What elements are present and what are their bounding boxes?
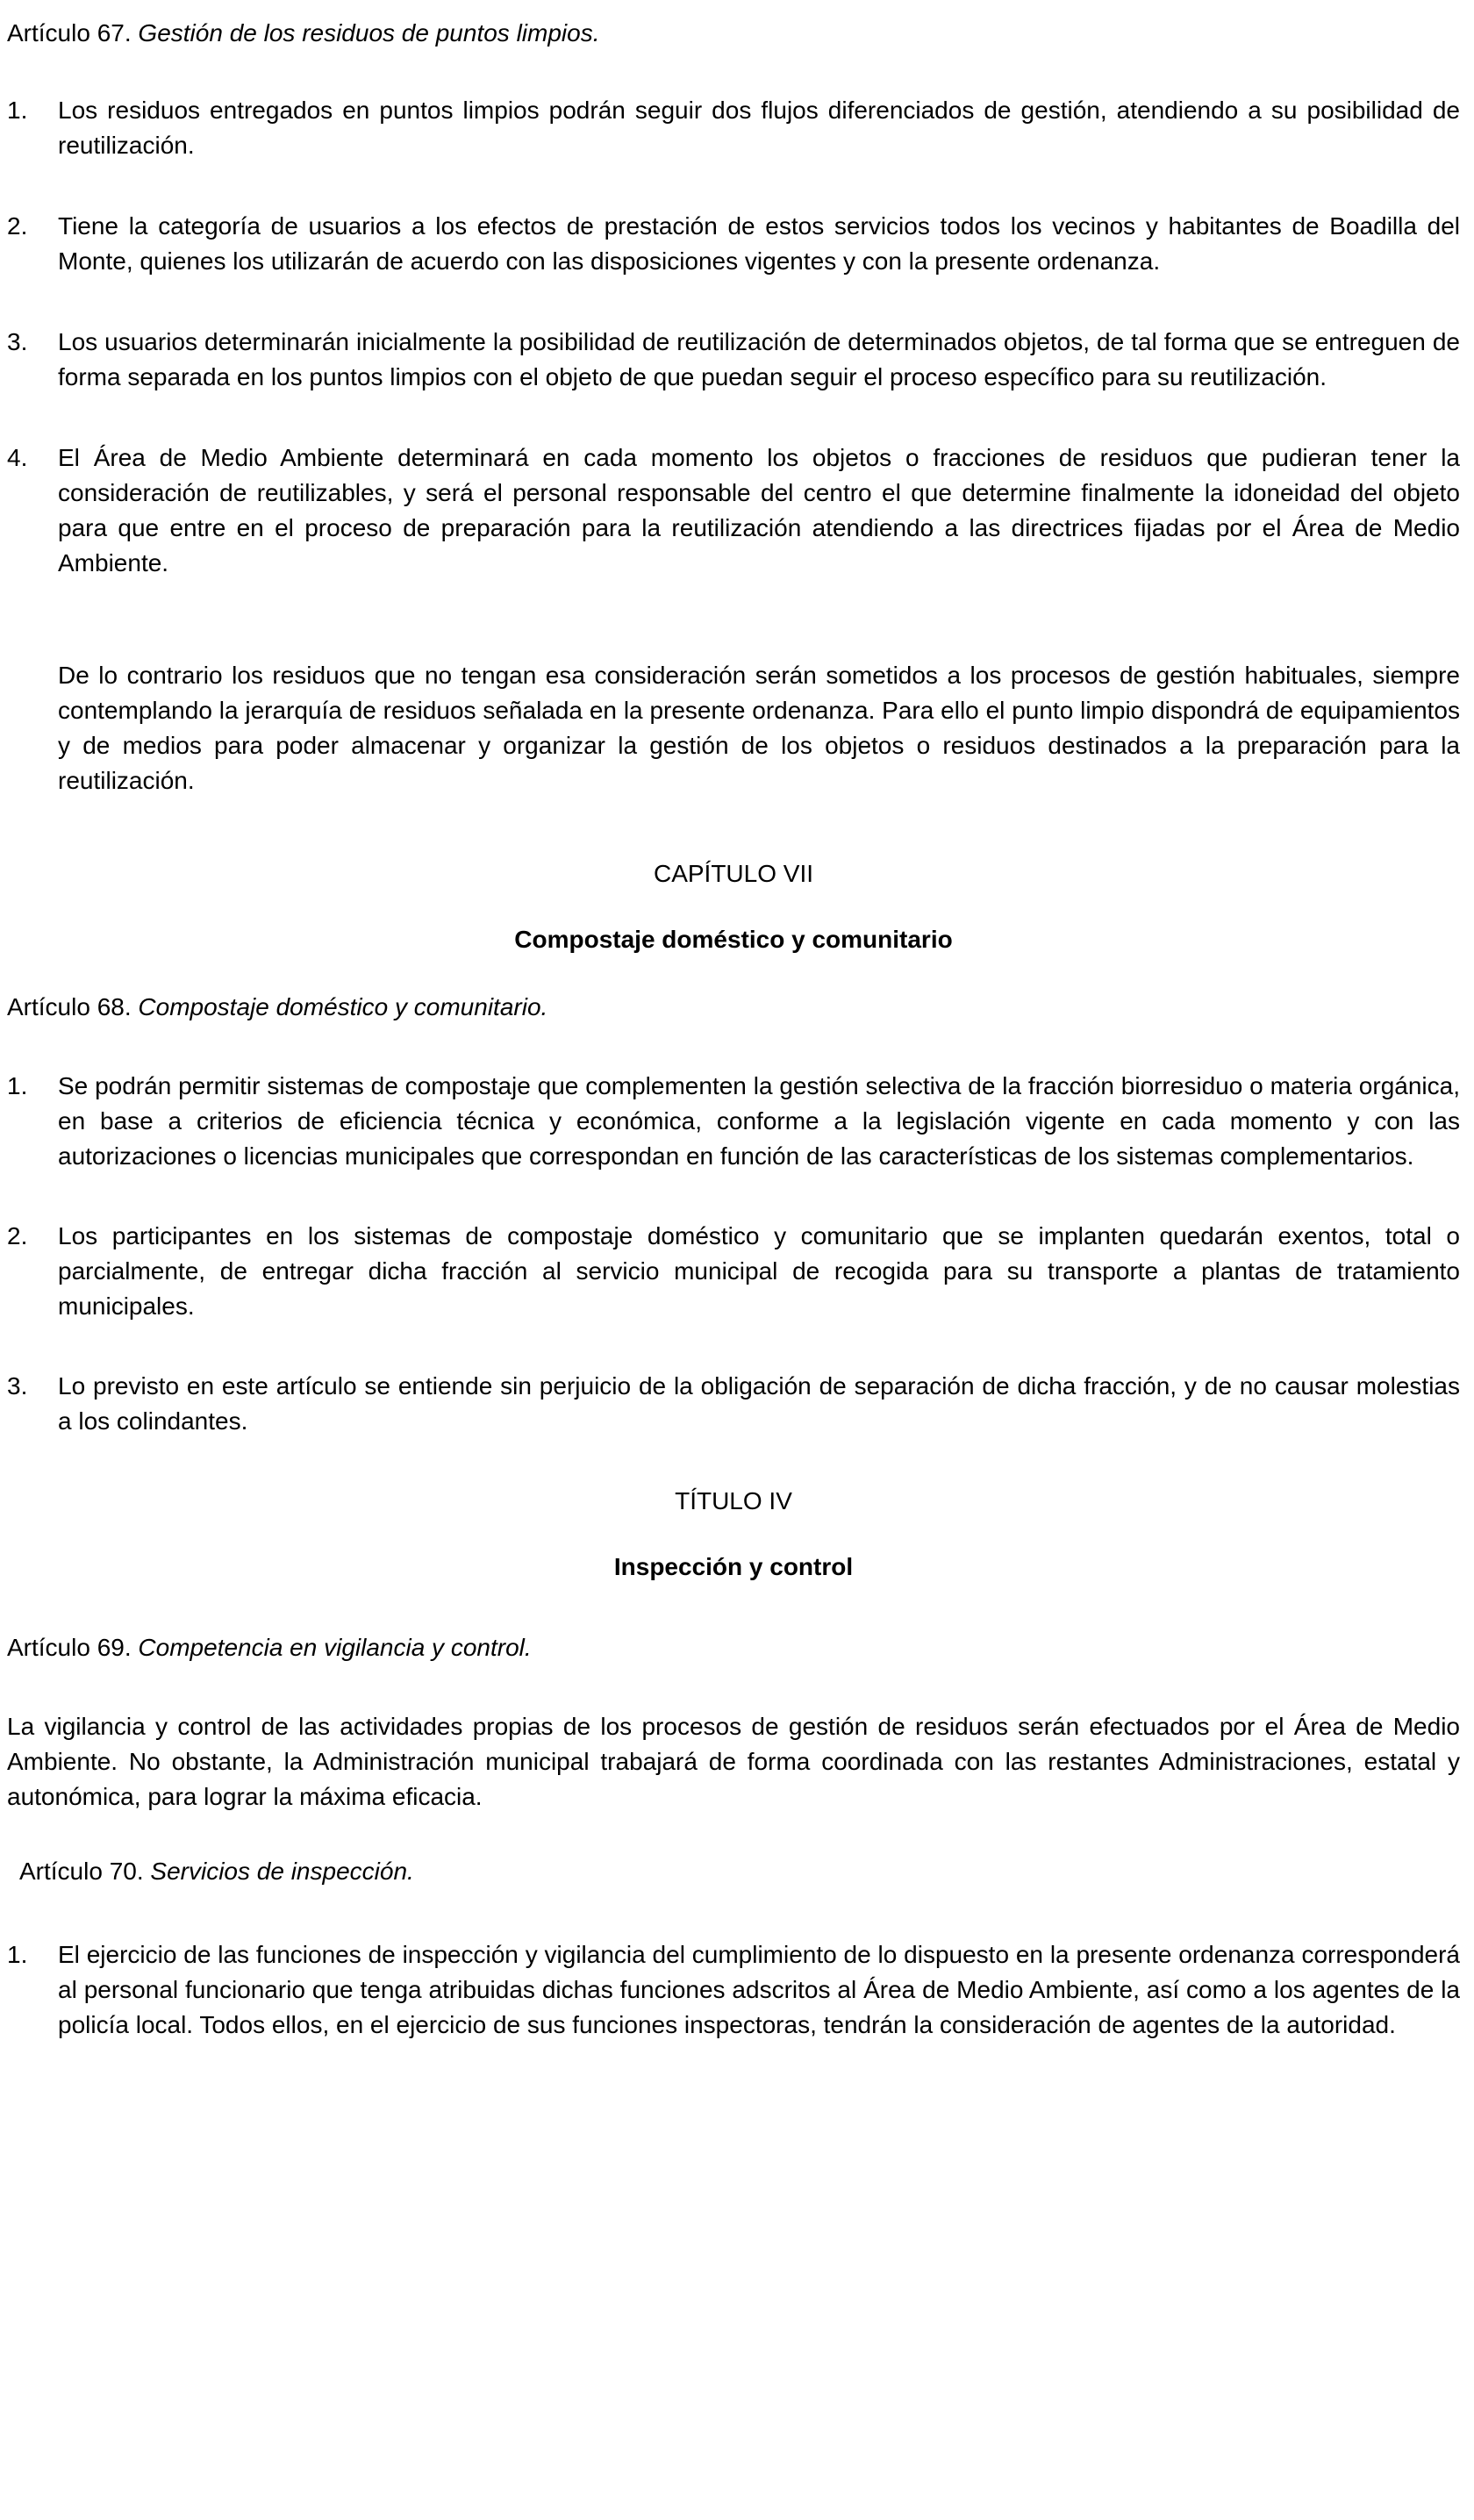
article-69-number: Artículo 69. <box>7 1634 132 1661</box>
item-text: Tiene la categoría de usuarios a los efectos de prestación de estos servicios todos los vecinos y habitantes de Boadilla del Monte, quienes los utilizarán de acuerdo con las disposiciones vigentes y con la presente ordenanza. <box>58 212 1460 275</box>
item-number: 1. <box>7 1941 28 1968</box>
article-68-number: Artículo 68. <box>7 993 132 1020</box>
article-70-title: Servicios de inspección. <box>150 1858 414 1885</box>
continuation-paragraph: De lo contrario los residuos que no tengan esa consideración serán sometidos a los procesos de gestión habituales, siempre contemplando la jerarquía de residuos señalada en la presente ordenanza. Para ello el punto limpio dispondrá de equipamientos y de medios para poder almacenar y organizar la gestión de los objetos o residuos destinados a la preparación para la reutilización. <box>58 662 1460 794</box>
item-text: El ejercicio de las funciones de inspección y vigilancia del cumplimiento de lo dispuesto en la presente ordenanza corresponderá al personal funcionario que tenga atribuidas dichas funciones adscritos al Área de Medio Ambiente, así como a los agentes de la policía local. Todos ellos, en el ejercicio de sus funciones inspectoras, tendrán la consideración de agentes de la autoridad. <box>58 1941 1460 2038</box>
item-text: Los participantes en los sistemas de compostaje doméstico y comunitario que se implanten quedarán exentos, total o parcialmente, de entregar dicha fracción al servicio municipal de recogida para su transporte a plantas de tratamiento municipales. <box>58 1222 1460 1320</box>
list-item <box>7 325 1460 395</box>
list-item <box>7 93 1460 163</box>
list-item <box>7 1069 1460 1174</box>
chapter-heading: CAPÍTULO VII <box>653 860 814 887</box>
item-number: 2. <box>7 212 28 240</box>
list-item <box>7 440 1460 581</box>
item-text: Lo previsto en este artículo se entiende sin perjuicio de la obligación de separación de dicha fracción, y de no causar molestias a los colindantes. <box>58 1372 1460 1435</box>
article-69-heading <box>7 1630 1460 1665</box>
article-67-number: Artículo 67. <box>7 19 132 47</box>
item-number: 2. <box>7 1222 28 1249</box>
list-item <box>7 1219 1460 1324</box>
article-69-title: Competencia en vigilancia y control. <box>138 1634 532 1661</box>
item-number: 3. <box>7 328 28 355</box>
item-text: El Área de Medio Ambiente determinará en cada momento los objetos o fracciones de residuos que pudieran tener la consideración de reutilizables, y será el personal responsable del centro el que determine finalmente la idoneidad del objeto para que entre en el proceso de preparación para la reutilización atendiendo a las directrices fijadas por el Área de Medio Ambiente. <box>58 444 1460 576</box>
item-text: Se podrán permitir sistemas de compostaje que complementen la gestión selectiva de la fracción biorresiduo o materia orgánica, en base a criterios de eficiencia técnica y económica, conforme a la legislación vigente en cada momento y con las autorizaciones o licencias municipales que correspondan en función de las características de los sistemas complementarios. <box>58 1072 1460 1170</box>
article-70-number: Artículo 70. <box>19 1858 144 1885</box>
item-number: 4. <box>7 444 28 471</box>
chapter-subtitle: Compostaje doméstico y comunitario <box>514 926 953 953</box>
article-68-title: Compostaje doméstico y comunitario. <box>138 993 548 1020</box>
item-text: Los usuarios determinarán inicialmente la posibilidad de reutilización de determinados objetos, de tal forma que se entreguen de forma separada en los puntos limpios con el objeto de que puedan seguir el proceso específico para su reutilización. <box>58 328 1460 390</box>
article-67-title: Gestión de los residuos de puntos limpios. <box>138 19 600 47</box>
item-number: 3. <box>7 1372 28 1400</box>
list-item <box>7 209 1460 279</box>
item-number: 1. <box>7 1072 28 1099</box>
article-67-heading <box>7 16 1460 51</box>
item-text: Los residuos entregados en puntos limpios podrán seguir dos flujos diferenciados de gestión, atendiendo a su posibilidad de reutilización. <box>58 97 1460 159</box>
list-item <box>7 1369 1460 1439</box>
list-item <box>7 1937 1460 2043</box>
article-70-heading <box>7 1854 1460 1889</box>
item-number: 1. <box>7 97 28 124</box>
body-paragraph: La vigilancia y control de las actividades propias de los procesos de gestión de residuos serán efectuados por el Área de Medio Ambiente. No obstante, la Administración municipal trabajará de forma coordinada con las restantes Administraciones, estatal y autonómica, para lograr la máxima eficacia. <box>7 1713 1460 1810</box>
title-heading: TÍTULO IV <box>675 1487 792 1514</box>
title-subtitle: Inspección y control <box>613 1553 854 1580</box>
article-68-heading <box>7 990 1460 1025</box>
